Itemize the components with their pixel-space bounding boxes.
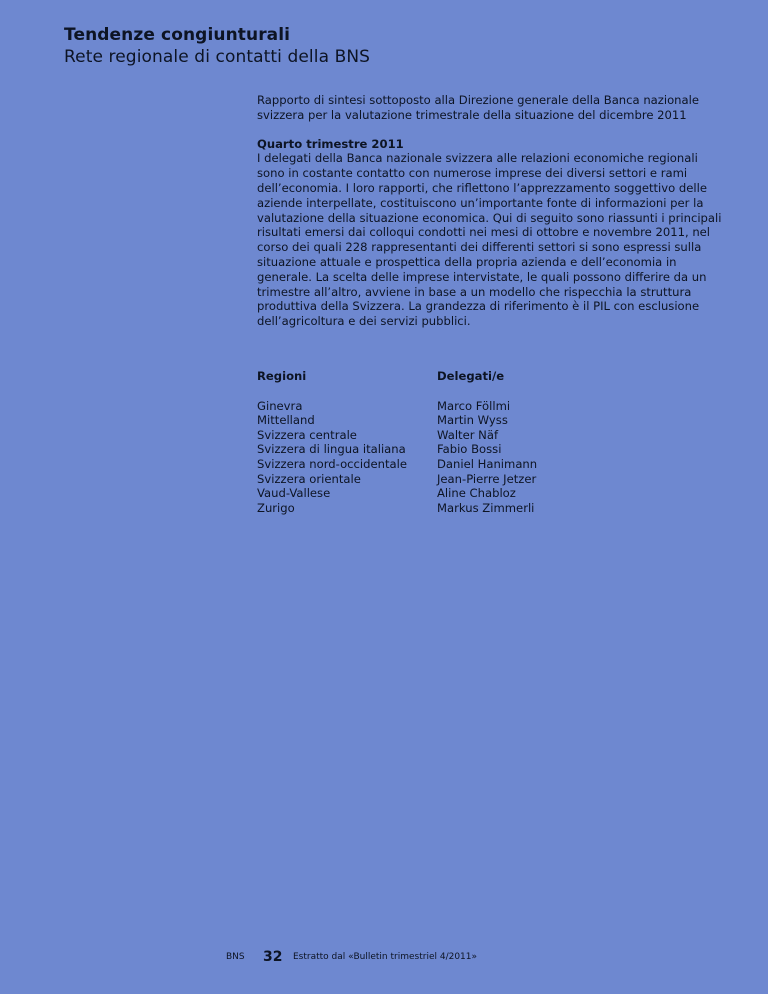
footer-publisher: BNS (226, 952, 245, 962)
page-subtitle: Rete regionale di contatti della BNS (64, 47, 371, 67)
region-cell: Mittelland (257, 413, 315, 428)
footer-source: Estratto dal «Bulletin trimestriel 4/2011» (293, 952, 478, 962)
region-cell: Svizzera nord-occidentale (257, 456, 407, 471)
delegate-cell: Jean-Pierre Jetzer (437, 471, 537, 486)
region-cell: Zurigo (257, 500, 295, 515)
intro-paragraph: Rapporto di sintesi sottoposto alla Direzione generale della Banca nazionale svizzera per la valutazione trimestrale della situazione del dicembre 2011 (257, 93, 699, 122)
delegate-cell: Walter Näf (437, 427, 499, 442)
report-body (257, 93, 727, 329)
delegate-cell: Daniel Hanimann (437, 456, 538, 471)
region-cell: Svizzera centrale (257, 427, 357, 442)
delegates-header: Delegati/e (437, 369, 505, 383)
delegates-column (437, 369, 537, 515)
title-block (64, 24, 370, 68)
region-cell: Ginevra (257, 398, 303, 413)
delegate-cell: Fabio Bossi (437, 442, 502, 457)
section-heading: Quarto trimestre 2011 (257, 136, 404, 151)
page-number: 32 (263, 949, 283, 965)
regions-header: Regioni (257, 369, 307, 383)
delegate-cell: Aline Chabloz (437, 486, 516, 501)
section-paragraph: I delegati della Banca nazionale svizzera alle relazioni economiche regionali sono in costante contatto con numerose imprese dei diversi settori e rami dell’economia. I loro rapporti, che riflettono l’apprezzamento soggettivo delle aziende interpellate, costituiscono un’importante fonte di informazioni per la valutazione della situazione economica. Qui di seguito sono riassunti i principali risultati emersi dai colloqui condotti nei mesi di ottobre e novembre 2011, nel corso dei quali 228 rappresentanti dei differenti settori si sono espressi sulla situazione attuale e prospettica della propria azienda e dell’economia in generale. La scelta delle imprese intervistate, le quali possono differire da un trimestre all’altro, avviene in base a un modello che rispecchia la struttura produttiva della Svizzera. La grandezza di riferimento è il PIL con esclusione dell’agricoltura e dei servizi pubblici. (257, 151, 722, 329)
delegate-cell: Martin Wyss (437, 413, 508, 428)
region-cell: Svizzera orientale (257, 471, 361, 486)
page-footer (0, 949, 768, 969)
region-cell: Svizzera di lingua italiana (257, 442, 406, 457)
delegate-cell: Marco Föllmi (437, 398, 511, 413)
regions-column (257, 369, 407, 515)
region-cell: Vaud-Vallese (257, 486, 331, 501)
delegate-cell: Markus Zimmerli (437, 500, 535, 515)
page-title: Tendenze congiunturali (64, 25, 291, 45)
